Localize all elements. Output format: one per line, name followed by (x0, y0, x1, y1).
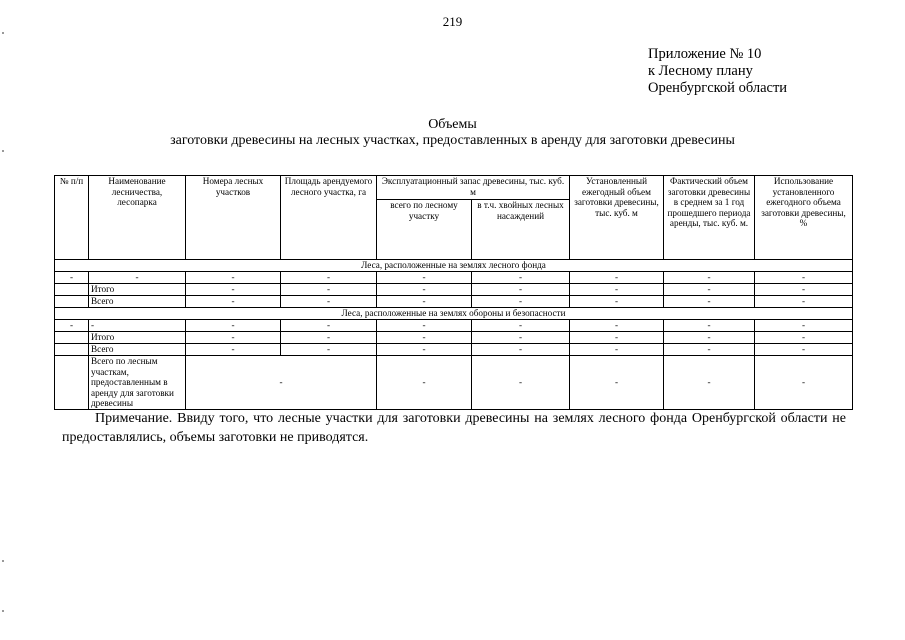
cell-area: - (281, 272, 377, 284)
cell-area: - (186, 356, 377, 410)
cell-stock-conifer: - (472, 296, 570, 308)
header-plots: Номера лесных участков (186, 176, 281, 260)
scan-mark (2, 610, 4, 612)
cell-annual: - (570, 356, 664, 410)
section-title-defense-lands: Леса, расположенные на землях обороны и безопасности (55, 308, 853, 320)
cell-usage: - (755, 320, 853, 332)
title-line-2: заготовки древесины на лесных участках, предоставленных в аренду для заготовки древесины (170, 133, 735, 148)
cell-usage: - (755, 356, 853, 410)
cell-num (55, 344, 89, 356)
title-line-1: Объемы (428, 117, 477, 132)
table-row (55, 344, 853, 356)
table-row (55, 320, 853, 332)
table-row (55, 296, 853, 308)
cell-stock-conifer: - (472, 344, 570, 356)
cell-plots: - (186, 272, 281, 284)
cell-stock-conifer: - (472, 332, 570, 344)
header-stock-total: всего по лесному участку (377, 200, 472, 260)
cell-area: - (281, 344, 377, 356)
cell-area: - (281, 320, 377, 332)
appendix-line-3: Оренбургской области (648, 80, 788, 96)
cell-annual: - (570, 320, 664, 332)
cell-stock-conifer: - (472, 272, 570, 284)
cell-stock-conifer: - (472, 320, 570, 332)
cell-name: - (89, 320, 186, 332)
cell-name: Итого (89, 332, 186, 344)
cell-name: Всего по лесным участкам, предоставленным в аренду для заготовки древесины (89, 356, 186, 410)
cell-stock-total: - (377, 272, 472, 284)
table-row (55, 284, 853, 296)
cell-stock-total: - (377, 284, 472, 296)
cell-area: - (281, 296, 377, 308)
cell-stock-conifer: - (472, 284, 570, 296)
cell-num (55, 296, 89, 308)
header-actual: Фактический объем заготовки древесины в среднем за 1 год прошедшего периода аренды, тыс. куб. м. (664, 176, 755, 260)
header-usage: Использование установленного ежегодного объема заготовки древесины, % (755, 176, 853, 260)
cell-stock-total: - (377, 332, 472, 344)
cell-stock-total: - (377, 320, 472, 332)
page-number: 219 (442, 14, 463, 29)
scan-mark (2, 32, 4, 34)
cell-stock-conifer: - (472, 356, 570, 410)
cell-usage: - (755, 332, 853, 344)
table-row (55, 332, 853, 344)
appendix-line-2: к Лесному плану (648, 63, 753, 79)
cell-plots: - (186, 332, 281, 344)
table-row (55, 272, 853, 284)
cell-name: Всего (89, 344, 186, 356)
header-stock: Эксплуатационный запас древесины, тыс. куб. м (377, 176, 570, 200)
cell-num (55, 284, 89, 296)
cell-area: - (281, 332, 377, 344)
cell-annual: - (570, 284, 664, 296)
cell-name: Итого (89, 284, 186, 296)
cell-usage: - (755, 296, 853, 308)
header-annual: Установленный ежегодный объем заготовки древесины, тыс. куб. м (570, 176, 664, 260)
cell-stock-total: - (377, 356, 472, 410)
cell-plots: - (186, 284, 281, 296)
header-area: Площадь арендуемого лесного участка, га (281, 176, 377, 260)
cell-plots: - (186, 320, 281, 332)
cell-actual: - (664, 296, 755, 308)
cell-name: - (89, 272, 186, 284)
cell-usage: - (755, 284, 853, 296)
cell-usage: - (755, 344, 853, 356)
header-num: № п/п (55, 176, 89, 260)
cell-usage: - (755, 272, 853, 284)
section-title-forest-fund: Леса, расположенные на землях лесного фонда (55, 260, 853, 272)
header-name: Наименование лесничества, лесопарка (89, 176, 186, 260)
grand-total-row (55, 356, 853, 410)
cell-num: - (55, 320, 89, 332)
cell-area: - (281, 284, 377, 296)
header-stock-conifer: в т.ч. хвойных лесных насаждений (472, 200, 570, 260)
cell-num: - (55, 272, 89, 284)
harvest-table-wrapper (54, 175, 852, 410)
cell-actual: - (664, 284, 755, 296)
cell-stock-total: - (377, 296, 472, 308)
cell-plots: - (186, 296, 281, 308)
document-title (0, 117, 905, 149)
cell-annual: - (570, 296, 664, 308)
appendix-reference (648, 46, 787, 97)
cell-num (55, 332, 89, 344)
scan-mark (2, 560, 4, 562)
cell-actual: - (664, 332, 755, 344)
cell-actual: - (664, 356, 755, 410)
harvest-table (54, 175, 853, 410)
cell-annual: - (570, 332, 664, 344)
cell-actual: - (664, 344, 755, 356)
appendix-line-1: Приложение № 10 (648, 46, 762, 62)
cell-actual: - (664, 320, 755, 332)
cell-name: Всего (89, 296, 186, 308)
cell-num (55, 356, 89, 410)
cell-actual: - (664, 272, 755, 284)
cell-stock-total: - (377, 344, 472, 356)
scan-mark (2, 150, 4, 152)
footnote: Примечание. Ввиду того, что лесные участки для заготовки древесины на землях лесного фонда Оренбургской области не предоставлялись, объемы заготовки не приводятся. (62, 411, 846, 445)
cell-annual: - (570, 272, 664, 284)
cell-annual: - (570, 344, 664, 356)
cell-plots: - (186, 344, 281, 356)
